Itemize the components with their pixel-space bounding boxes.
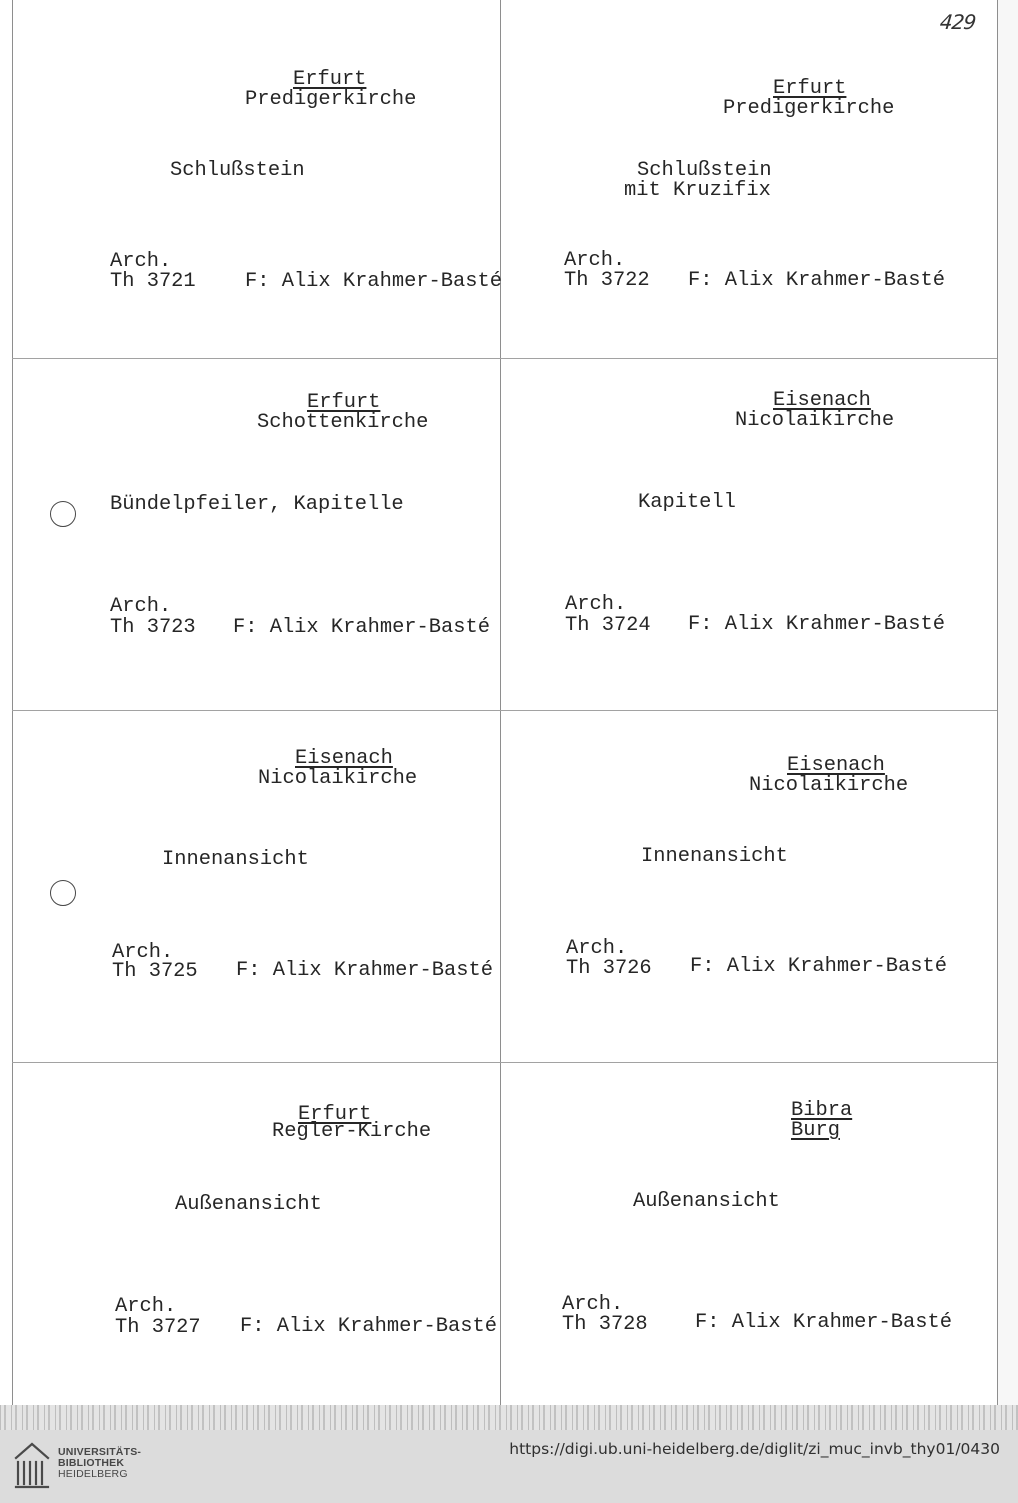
card-archive-label: Arch. <box>566 937 628 960</box>
card-archive-label: Arch. <box>562 1293 624 1316</box>
index-card <box>500 1062 997 1405</box>
card-inventory-number: Th 3728 <box>562 1313 648 1336</box>
card-subject: Außenansicht <box>175 1193 322 1216</box>
card-place: Erfurt <box>293 68 367 91</box>
card-building: Nicolaikirche <box>735 409 895 432</box>
sheet-right-margin <box>998 0 1018 1405</box>
card-subject: Innenansicht <box>641 845 788 868</box>
card-building: Burg <box>791 1119 840 1142</box>
card-photographer: F: Alix Krahmer-Basté <box>688 613 945 636</box>
index-card <box>12 710 500 1062</box>
card-place: Erfurt <box>773 77 847 100</box>
card-place: Eisenach <box>773 389 871 412</box>
card-archive-label: Arch. <box>110 595 172 618</box>
card-photographer: F: Alix Krahmer-Basté <box>690 955 947 978</box>
card-subject-line-2: mit Kruzifix <box>624 179 771 202</box>
punch-hole <box>50 880 76 906</box>
index-card <box>12 0 500 358</box>
card-inventory-number: Th 3727 <box>115 1316 201 1339</box>
index-card <box>500 0 997 358</box>
card-inventory-number: Th 3721 <box>110 270 196 293</box>
library-name-line: BIBLIOTHEK <box>58 1457 125 1469</box>
card-subject: Schlußstein <box>170 159 305 182</box>
card-archive-label: Arch. <box>112 941 174 964</box>
index-card <box>12 358 500 710</box>
card-building: Predigerkirche <box>245 88 417 111</box>
punch-hole <box>50 501 76 527</box>
card-subject: Außenansicht <box>633 1190 780 1213</box>
card-archive-label: Arch. <box>564 249 626 272</box>
index-card <box>500 710 997 1062</box>
card-inventory-number: Th 3725 <box>112 960 198 983</box>
card-photographer: F: Alix Krahmer-Basté <box>236 959 493 982</box>
card-building: Predigerkirche <box>723 97 895 120</box>
card-archive-label: Arch. <box>565 593 627 616</box>
card-place: Eisenach <box>787 754 885 777</box>
card-inventory-number: Th 3724 <box>565 614 651 637</box>
card-inventory-number: Th 3722 <box>564 269 650 292</box>
card-subject: Kapitell <box>638 491 736 514</box>
card-inventory-number: Th 3723 <box>110 616 196 639</box>
library-name-line: HEIDELBERG <box>58 1468 128 1480</box>
card-place: Erfurt <box>298 1103 372 1126</box>
card-photographer: F: Alix Krahmer-Basté <box>240 1315 497 1338</box>
index-card <box>12 1062 500 1405</box>
scan-edge-strip <box>0 1405 1018 1430</box>
card-subject: Schlußstein <box>637 159 772 182</box>
card-subject: Innenansicht <box>162 848 309 871</box>
card-place: Erfurt <box>307 391 381 414</box>
card-photographer: F: Alix Krahmer-Basté <box>695 1311 952 1334</box>
index-card <box>500 358 997 710</box>
card-building: Regler-Kirche <box>272 1120 432 1143</box>
sheet-right-edge <box>997 0 998 1405</box>
card-archive-label: Arch. <box>115 1295 177 1318</box>
card-building: Nicolaikirche <box>258 767 418 790</box>
card-photographer: F: Alix Krahmer-Basté <box>233 616 490 639</box>
library-name <box>58 1447 141 1480</box>
card-subject: Bündelpfeiler, Kapitelle <box>110 493 404 516</box>
handwritten-page-number: 429 <box>938 10 977 34</box>
card-building: Schottenkirche <box>257 411 429 434</box>
document-url: https://digi.ub.uni-heidelberg.de/diglit/zi_muc_invb_thy01/0430 <box>509 1440 1000 1458</box>
card-building: Nicolaikirche <box>749 774 909 797</box>
library-logo-icon <box>12 1440 52 1490</box>
footer-bar <box>0 1430 1018 1503</box>
card-archive-label: Arch. <box>110 250 172 273</box>
card-place: Bibra <box>791 1099 853 1122</box>
card-inventory-number: Th 3726 <box>566 957 652 980</box>
card-place: Eisenach <box>295 747 393 770</box>
card-photographer: F: Alix Krahmer-Basté <box>245 270 502 293</box>
library-name-line: UNIVERSITÄTS- <box>58 1446 142 1458</box>
card-photographer: F: Alix Krahmer-Basté <box>688 269 945 292</box>
